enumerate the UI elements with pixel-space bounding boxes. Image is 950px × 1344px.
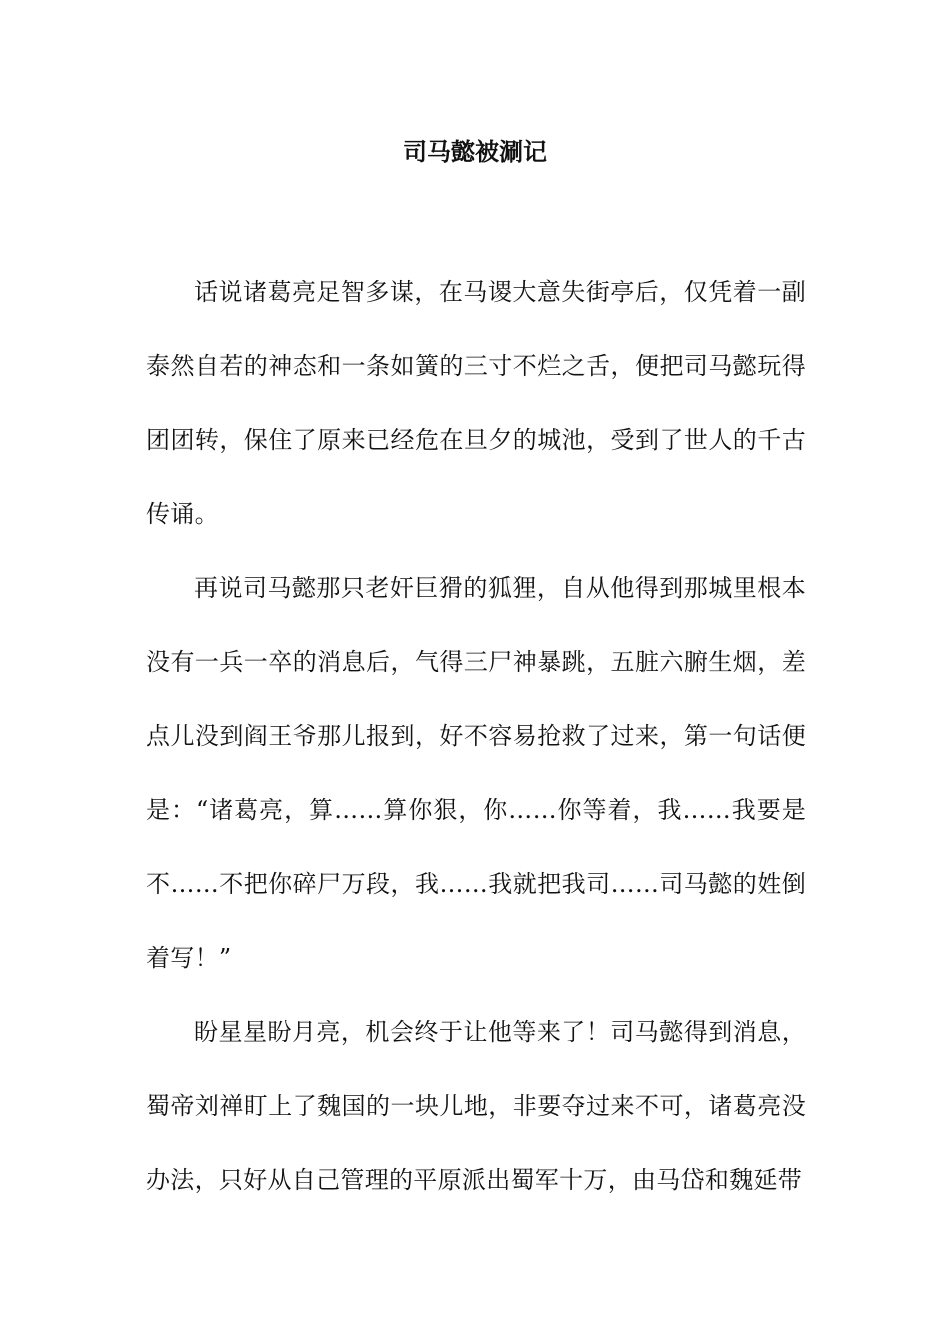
document-title: 司马懿被涮记 [403,137,547,166]
document-body [146,255,806,1217]
paragraph: 再说司马懿那只老奸巨猾的狐狸，自从他得到那城里根本没有一兵一卒的消息后，气得三尸神暴跳，五脏六腑生烟，差点儿没到阎王爷那儿报到，好不容易抢救了过来，第一句话便是：“诸葛亮，算……算你狠，你……你等着，我……我要是不……不把你碎尸万段，我……我就把我司……司马懿的姓倒着写！” [146,574,806,972]
paragraph: 盼星星盼月亮，机会终于让他等来了！司马懿得到消息，蜀帝刘禅盯上了魏国的一块儿地，非要夺过来不可，诸葛亮没办法，只好从自己管理的平原派出蜀军十万，由马岱和魏延带 [146,1018,806,1194]
paragraph: 话说诸葛亮足智多谋，在马谡大意失街亭后，仅凭着一副泰然自若的神态和一条如簧的三寸不烂之舌，便把司马懿玩得团团转，保住了原来已经危在旦夕的城池，受到了世人的千古传诵。 [146,278,806,528]
